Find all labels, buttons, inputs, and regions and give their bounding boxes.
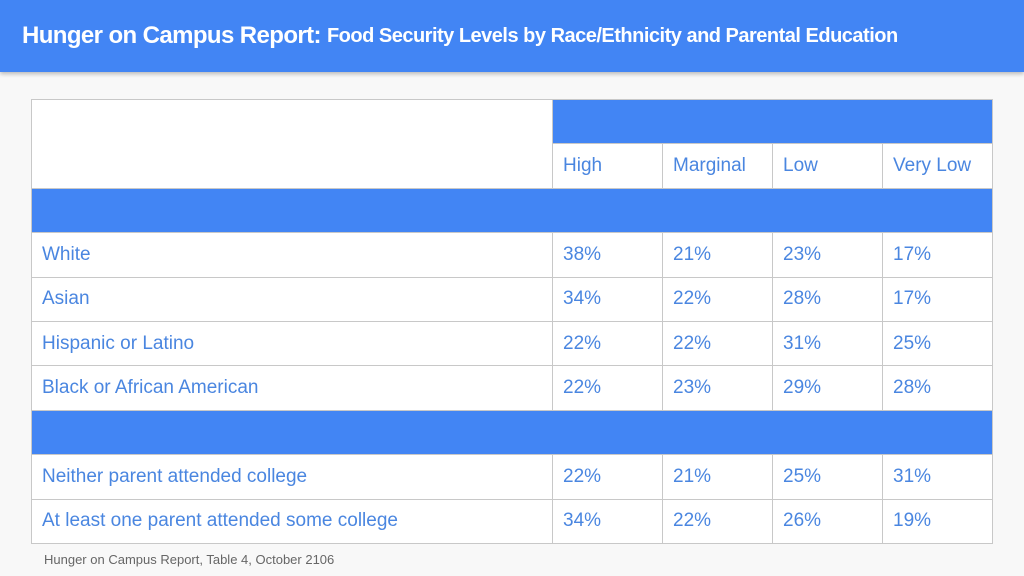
row-label: Neither parent attended college (32, 455, 553, 499)
cell-low: 26% (773, 499, 883, 543)
food-security-table (31, 99, 993, 544)
cell-marginal: 21% (663, 233, 773, 277)
cell-very-low: 19% (883, 499, 993, 543)
section-band (32, 410, 993, 454)
column-header-high: High (553, 144, 663, 188)
cell-high: 34% (553, 499, 663, 543)
column-header-very-low: Very Low (883, 144, 993, 188)
column-header-marginal: Marginal (663, 144, 773, 188)
row-label: Hispanic or Latino (32, 321, 553, 365)
cell-high: 22% (553, 321, 663, 365)
cell-high: 38% (553, 233, 663, 277)
cell-very-low: 31% (883, 455, 993, 499)
cell-very-low: 17% (883, 233, 993, 277)
table-row (32, 321, 993, 365)
row-label: Asian (32, 277, 553, 321)
title-main: Hunger on Campus Report: (22, 22, 321, 49)
cell-marginal: 22% (663, 499, 773, 543)
table-row (32, 366, 993, 410)
cell-low: 23% (773, 233, 883, 277)
cell-marginal: 23% (663, 366, 773, 410)
title-subtitle: Food Security Levels by Race/Ethnicity and Parental Education (326, 24, 898, 47)
cell-very-low: 28% (883, 366, 993, 410)
cell-marginal: 22% (663, 277, 773, 321)
cell-high: 22% (553, 366, 663, 410)
cell-very-low: 25% (883, 321, 993, 365)
section-band (32, 188, 993, 232)
corner-cell (32, 100, 553, 189)
header-band-row (32, 100, 993, 144)
table-row (32, 277, 993, 321)
row-label: White (32, 233, 553, 277)
title-bar (0, 0, 1024, 72)
row-label: Black or African American (32, 366, 553, 410)
column-header-low: Low (773, 144, 883, 188)
food-security-header-band (553, 100, 993, 144)
section-band-education (32, 410, 993, 454)
cell-marginal: 21% (663, 455, 773, 499)
section-band-race (32, 188, 993, 232)
cell-high: 34% (553, 277, 663, 321)
cell-high: 22% (553, 455, 663, 499)
cell-low: 28% (773, 277, 883, 321)
cell-low: 25% (773, 455, 883, 499)
table-row (32, 233, 993, 277)
cell-very-low: 17% (883, 277, 993, 321)
table-row (32, 455, 993, 499)
table-row (32, 499, 993, 543)
cell-low: 29% (773, 366, 883, 410)
cell-marginal: 22% (663, 321, 773, 365)
row-label: At least one parent attended some college (32, 499, 553, 543)
cell-low: 31% (773, 321, 883, 365)
source-footnote: Hunger on Campus Report, Table 4, October 2106 (44, 552, 335, 567)
